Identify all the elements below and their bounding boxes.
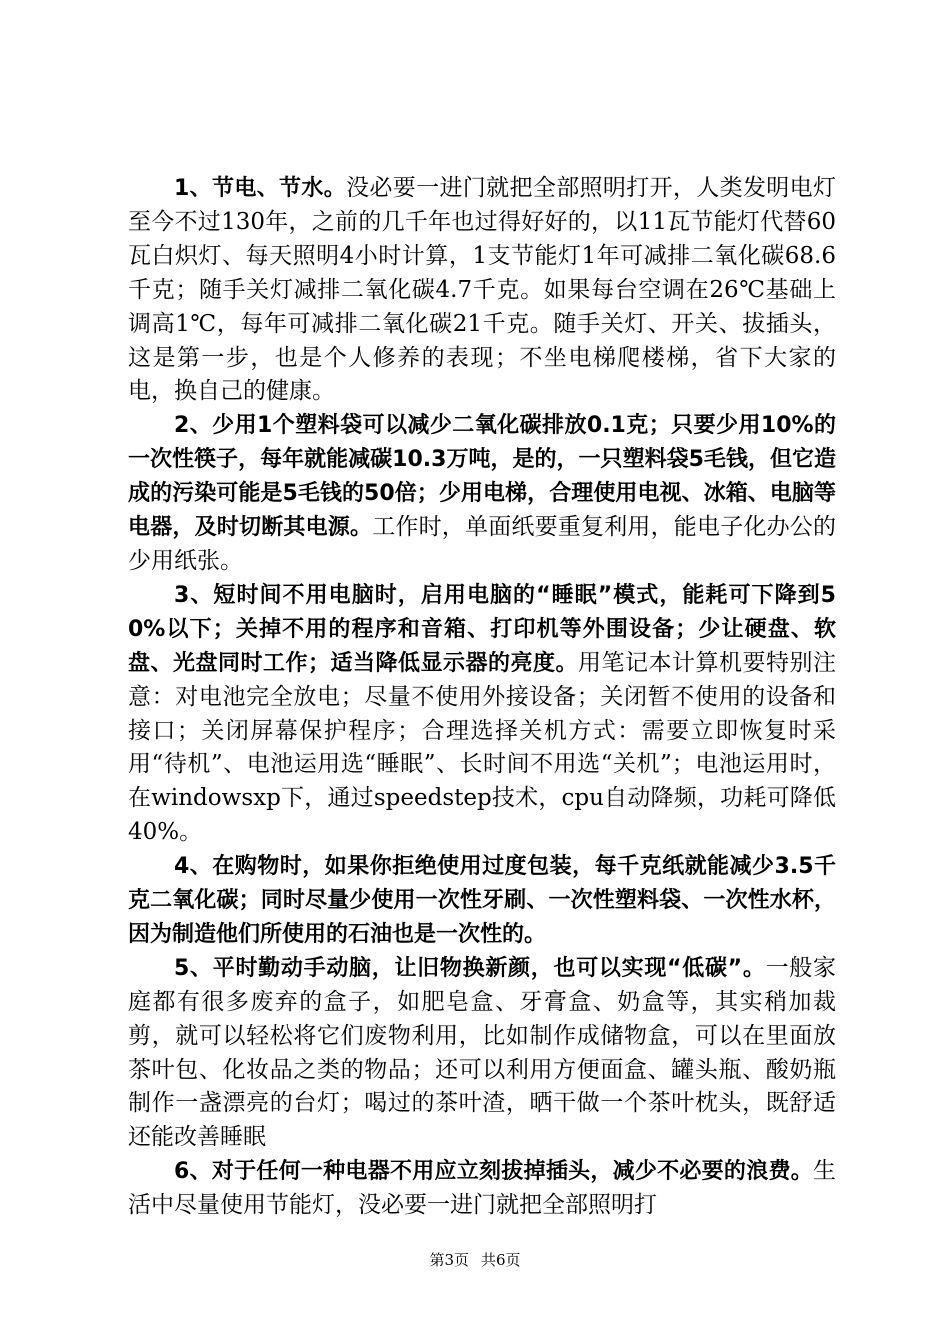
page-footer — [0, 1250, 950, 1270]
paragraph-3 — [128, 579, 836, 850]
paragraph-6-lead: 6、对于任何一种电器不用应立刻拔掉插头，减少不必要的浪费。 — [174, 1159, 813, 1185]
paragraph-3-lead: 3、短时间不用电脑时，启用电脑的“睡眠”模式，能耗可下降到50%以下；关掉不用的程序和音箱、打印机等外围设备；少让硬盘、软盘、光盘同时工作；适当降低显示器的亮度。 — [128, 582, 836, 676]
paragraph-1 — [128, 172, 836, 409]
paragraph-6-body: 生活中尽量使用节能灯，没必要一进门就把全部照明打 — [128, 1158, 836, 1219]
paragraph-2 — [128, 409, 836, 579]
document-body — [128, 172, 836, 1223]
paragraph-6 — [128, 1155, 836, 1223]
paragraph-2-lead: 2、少用1个塑料袋可以减少二氧化碳排放0.1克；只要少用10%的一次性筷子，每年就能减碳10.3万吨，是的，一只塑料袋5毛钱，但它造成的污染可能是5毛钱的50倍；少用电梯，合理使用电视、冰箱、电脑等电器，及时切断其电源。 — [128, 413, 836, 541]
paragraph-4 — [128, 850, 836, 952]
paragraph-1-body: 没必要一进门就把全部照明打开，人类发明电灯至今不过130年，之前的几千年也过得好好的，以11瓦节能灯代替60瓦白炽灯、每天照明4小时计算，1支节能灯1年可减排二氧化碳68.6千克；随手关灯减排二氧化碳4.7千克。如果每台空调在26℃基础上调高1℃，每年可减排二氧化碳21千克。随手关灯、开关、拔插头，这是第一步，也是个人修养的表现；不坐电梯爬楼梯，省下大家的电，换自己的健康。 — [128, 175, 836, 405]
paragraph-5-body: 一般家庭都有很多废弃的盒子，如肥皂盒、牙膏盒、奶盒等，其实稍加裁剪，就可以轻松将它们废物利用，比如制作成储物盒，可以在里面放茶叶包、化妆品之类的物品；还可以利用方便面盒、罐头瓶、酸奶瓶制作一盏漂亮的台灯；喝过的茶叶渣，晒干做一个茶叶枕头，既舒适还能改善睡眠 — [128, 954, 836, 1151]
paragraph-2-body: 工作时，单面纸要重复利用，能电子化办公的少用纸张。 — [128, 514, 836, 574]
paragraph-5-lead: 5、平时勤动手动脑，让旧物换新颜，也可以实现“低碳”。 — [174, 955, 766, 981]
paragraph-4-lead: 4、在购物时，如果你拒绝使用过度包装，每千克纸就能减少3.5千克二氧化碳；同时尽量少使用一次性牙刷、一次性塑料袋、一次性水杯，因为制造他们所使用的石油也是一次性的。 — [128, 854, 836, 947]
page-total: 共6页 — [481, 1251, 521, 1269]
paragraph-5 — [128, 952, 836, 1155]
paragraph-3-body: 用笔记本计算机要特别注意：对电池完全放电；尽量不使用外接设备；关闭暂不使用的设备和接口；关闭屏幕保护程序；合理选择关机方式：需要立即恢复时采用“待机”、电池运用选“睡眠”、长时间不用选“关机”；电池运用时，在windowsxp下，通过speedstep技术，cpu自动降频，功耗可降低40%。 — [128, 649, 836, 846]
paragraph-1-lead: 1、节电、节水。 — [174, 176, 347, 201]
page-number: 第3页 — [429, 1251, 469, 1269]
